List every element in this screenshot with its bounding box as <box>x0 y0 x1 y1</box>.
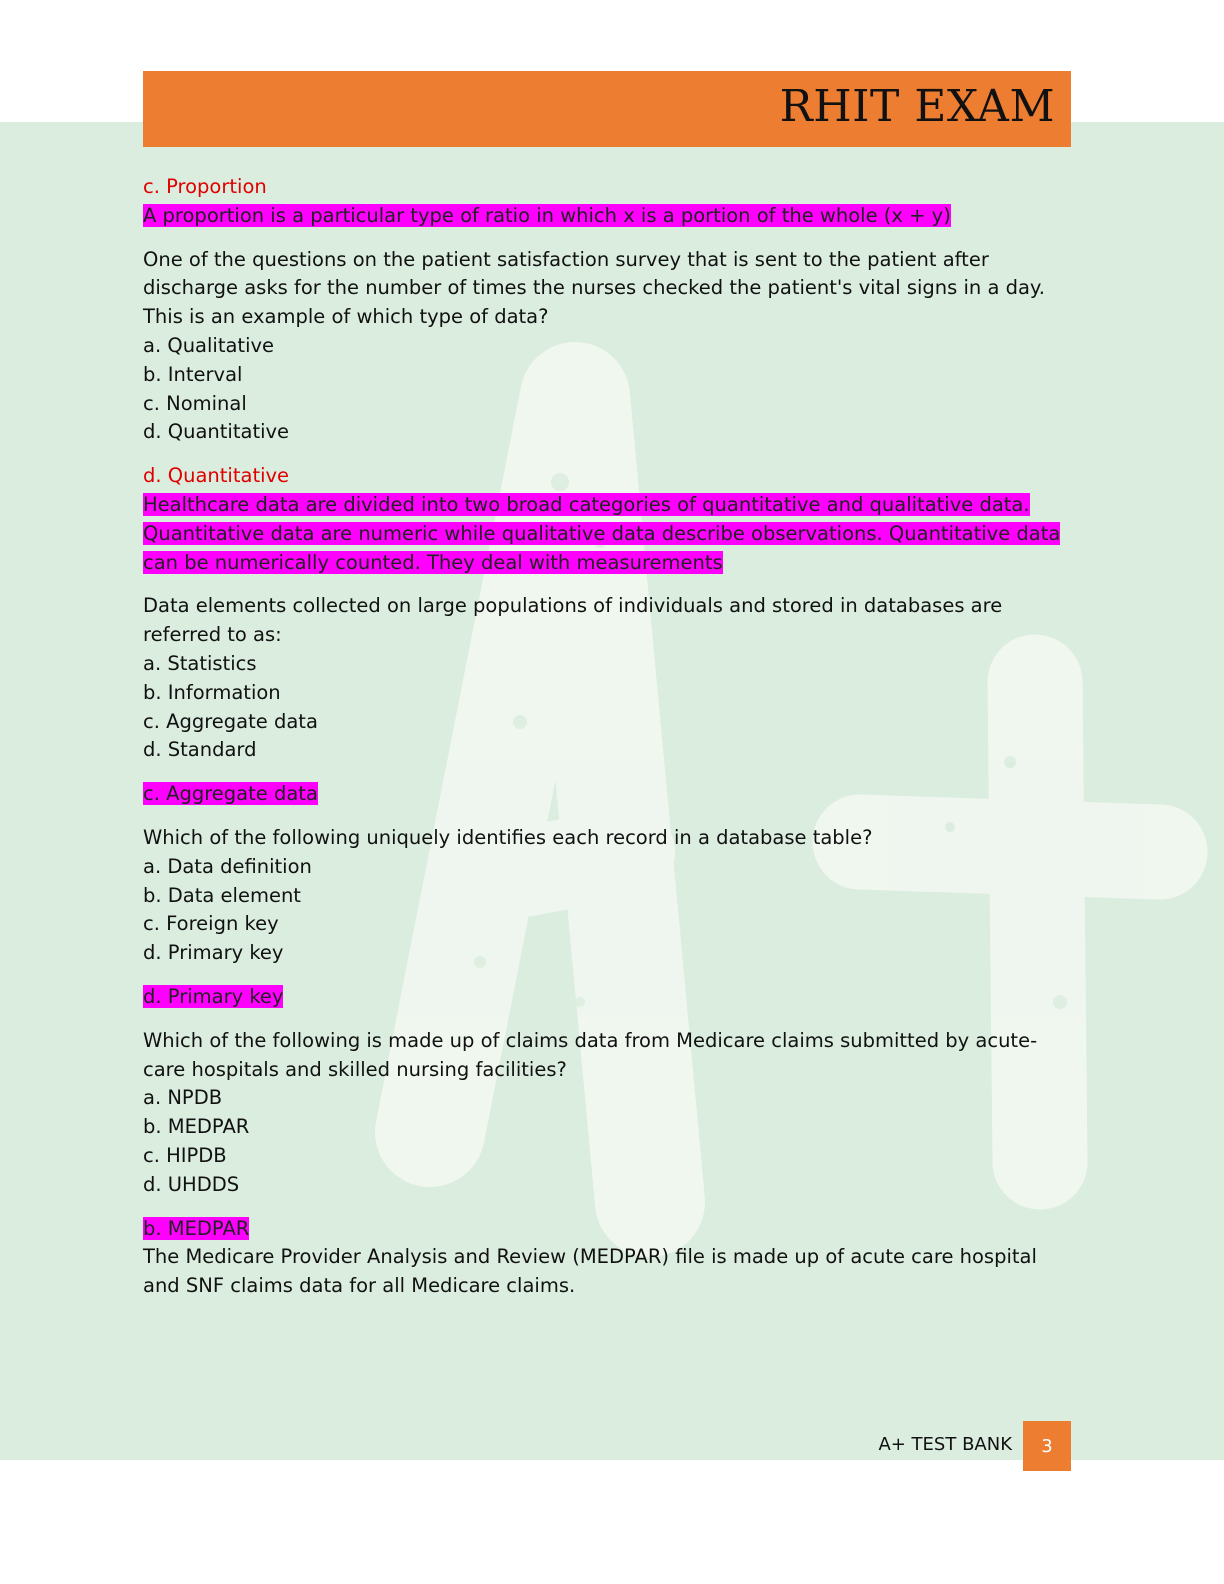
q4-question: Which of the following uniquely identifies each record in a database table? <box>143 825 873 849</box>
q5-option-c: c. HIPDB <box>143 1143 227 1167</box>
q4-answer: d. Primary key <box>143 984 284 1008</box>
q3-answer-block <box>143 780 1073 809</box>
q3-question: Data elements collected on large populations of individuals and stored in databases are referred to as: <box>143 594 1003 647</box>
page-number: 3 <box>1023 1421 1071 1471</box>
q2-option-b: b. Interval <box>143 362 243 386</box>
q1-answer: c. Proportion <box>143 175 267 198</box>
q5-explanation: The Medicare Provider Analysis and Review (MEDPAR) file is made up of acute care hospital and SNF claims data for all Medicare claims. <box>143 1245 1037 1298</box>
q2-answer: d. Quantitative <box>143 464 290 488</box>
q3-option-a: a. Statistics <box>143 651 257 675</box>
q5-option-b: b. MEDPAR <box>143 1115 250 1139</box>
q2-question: One of the questions on the patient satisfaction survey that is sent to the patient after discharge asks for the number of times the nurses checked the patient's vital signs in a day. This is an example of which type of data? <box>143 247 1045 329</box>
document-content <box>143 173 1073 1316</box>
q5-question: Which of the following is made up of claims data from Medicare claims submitted by acute-care hospitals and skilled nursing facilities? <box>143 1028 1038 1081</box>
q5-answer: b. MEDPAR <box>143 1216 250 1240</box>
q4-question-block <box>143 824 1073 968</box>
q2-answer-block <box>143 462 1073 577</box>
q2-option-d: d. Quantitative <box>143 420 290 444</box>
q5-option-a: a. NPDB <box>143 1086 223 1110</box>
q3-question-block <box>143 592 1073 765</box>
header-bar <box>143 71 1071 147</box>
q4-option-a: a. Data definition <box>143 854 312 878</box>
q3-option-c: c. Aggregate data <box>143 709 318 733</box>
q2-explanation: Healthcare data are divided into two broad categories of quantitative and qualitative data. Quantitative data are numeric while qualitative data describe observations. Quantitative data can be numerically counted. They deal with measurements <box>143 492 1061 574</box>
q4-option-c: c. Foreign key <box>143 912 279 936</box>
q5-answer-block <box>143 1215 1073 1301</box>
q2-option-c: c. Nominal <box>143 391 247 415</box>
q2-question-block <box>143 246 1073 448</box>
q1-answer-block <box>143 173 1073 231</box>
footer-label: A+ TEST BANK <box>878 1434 1012 1455</box>
header-title: RHIT EXAM <box>779 81 1055 132</box>
q2-option-a: a. Qualitative <box>143 333 275 357</box>
q3-option-d: d. Standard <box>143 738 257 762</box>
q3-option-b: b. Information <box>143 680 281 704</box>
q5-option-d: d. UHDDS <box>143 1172 240 1196</box>
q4-option-d: d. Primary key <box>143 941 284 965</box>
q3-answer: c. Aggregate data <box>143 782 318 806</box>
q1-explanation: A proportion is a particular type of ratio in which x is a portion of the whole (x + y) <box>143 203 951 227</box>
q5-question-block <box>143 1027 1073 1200</box>
q4-answer-block <box>143 983 1073 1012</box>
q4-option-b: b. Data element <box>143 883 301 907</box>
